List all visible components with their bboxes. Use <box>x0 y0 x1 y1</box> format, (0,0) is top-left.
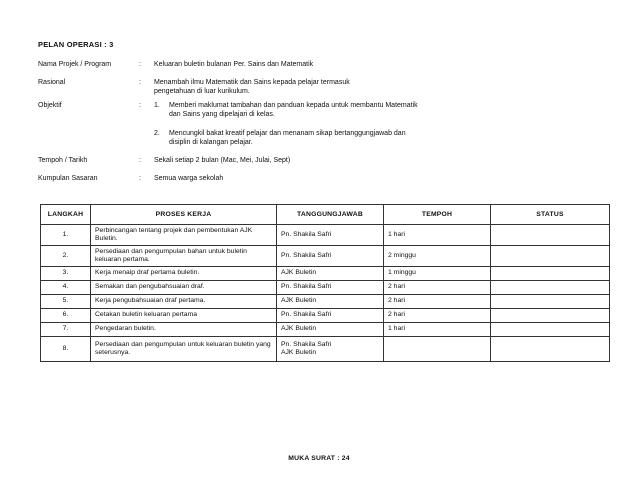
cell-tempoh: 2 minggu <box>384 246 491 267</box>
table-row <box>41 295 610 309</box>
cell-proses: Persediaan dan pengumpulan untuk keluaran buletin yang seterusnya. <box>91 337 277 362</box>
header-tanggungjawab: TANGGUNGJAWAB <box>277 205 384 225</box>
objective-number: 1. <box>154 102 160 109</box>
info-label: Kumpulan Sasaran <box>38 175 98 182</box>
cell-status <box>491 225 610 246</box>
cell-proses: Kerja pengubahsuaian draf pertama. <box>91 295 277 309</box>
header-proses: PROSES KERJA <box>91 205 277 225</box>
cell-tanggungjawab: Pn. Shakila Safri <box>277 246 384 267</box>
cell-tanggungjawab: Pn. Shakila Safri <box>277 225 384 246</box>
header-langkah: LANGKAH <box>41 205 91 225</box>
objective-text: Memberi maklumat tambahan dan panduan kepada untuk membantu Matematik dan Sains yang dipelajari di kelas. <box>169 102 418 118</box>
info-value: Menambah ilmu Matematik dan Sains kepada pelajar termasuk pengetahuan di luar kurikulum. <box>154 79 350 95</box>
cell-status <box>491 281 610 295</box>
table-row <box>41 281 610 295</box>
info-label: Rasional <box>38 79 66 86</box>
cell-tempoh <box>384 337 491 362</box>
cell-status <box>491 295 610 309</box>
info-value: Sekali setiap 2 bulan (Mac, Mei, Julai, Sept) <box>154 157 291 164</box>
info-colon: : <box>139 157 141 164</box>
cell-status <box>491 323 610 337</box>
info-value: Keluaran buletin bulanan Per. Sains dan Matematik <box>154 61 314 68</box>
info-colon: : <box>139 79 141 86</box>
table-row <box>41 309 610 323</box>
cell-tanggungjawab: AJK Buletin <box>277 323 384 337</box>
cell-tanggungjawab: Pn. Shakila Safri <box>277 309 384 323</box>
info-value: Semua warga sekolah <box>154 175 224 182</box>
info-colon: : <box>139 102 141 109</box>
cell-proses: Perbincangan tentang projek dan pembentukan AJK Buletin. <box>91 225 277 246</box>
table-row <box>41 225 610 246</box>
page-number: MUKA SURAT : 24 <box>288 455 350 462</box>
cell-langkah: 5. <box>41 295 91 309</box>
cell-status <box>491 337 610 362</box>
info-label: Tempoh / Tarikh <box>38 157 88 164</box>
cell-tempoh: 1 hari <box>384 323 491 337</box>
info-colon: : <box>139 61 141 68</box>
cell-tanggungjawab: Pn. Shakila Safri <box>277 281 384 295</box>
objective-text: Mencungkil bakat kreatif pelajar dan menanam sikap bertanggungjawab dan disiplin di kalangan pelajar. <box>169 130 406 146</box>
cell-langkah: 6. <box>41 309 91 323</box>
cell-proses: Persediaan dan pengumpulan bahan untuk buletin keluaran pertama. <box>91 246 277 267</box>
header-tempoh: TEMPOH <box>384 205 491 225</box>
table-row <box>41 337 610 362</box>
info-label: Nama Projek / Program <box>38 61 112 68</box>
cell-langkah: 3. <box>41 267 91 281</box>
cell-tempoh: 2 hari <box>384 281 491 295</box>
operations-table <box>40 204 610 362</box>
cell-tanggungjawab: AJK Buletin <box>277 295 384 309</box>
cell-status <box>491 246 610 267</box>
cell-langkah: 2. <box>41 246 91 267</box>
cell-proses: Semakan dan pengubahsuaian draf. <box>91 281 277 295</box>
cell-tempoh: 1 minggu <box>384 267 491 281</box>
cell-tempoh: 2 hari <box>384 295 491 309</box>
info-label: Objektif <box>38 102 62 109</box>
cell-proses: Kerja menaip draf pertama buletin. <box>91 267 277 281</box>
cell-langkah: 1. <box>41 225 91 246</box>
cell-status <box>491 267 610 281</box>
table-row <box>41 267 610 281</box>
info-colon: : <box>139 175 141 182</box>
cell-langkah: 4. <box>41 281 91 295</box>
cell-proses: Cetakan buletin keluaran pertama <box>91 309 277 323</box>
cell-tempoh: 1 hari <box>384 225 491 246</box>
plan-title: PELAN OPERASI : 3 <box>38 40 114 49</box>
table-row <box>41 246 610 267</box>
table-header-row <box>41 205 610 225</box>
header-status: STATUS <box>491 205 610 225</box>
cell-tanggungjawab: Pn. Shakila Safri AJK Buletin <box>277 337 384 362</box>
cell-proses: Pengedaran buletin. <box>91 323 277 337</box>
objective-number: 2. <box>154 130 160 137</box>
cell-langkah: 7. <box>41 323 91 337</box>
cell-tempoh: 2 hari <box>384 309 491 323</box>
table-row <box>41 323 610 337</box>
cell-langkah: 8. <box>41 337 91 362</box>
cell-tanggungjawab: AJK Buletin <box>277 267 384 281</box>
cell-status <box>491 309 610 323</box>
